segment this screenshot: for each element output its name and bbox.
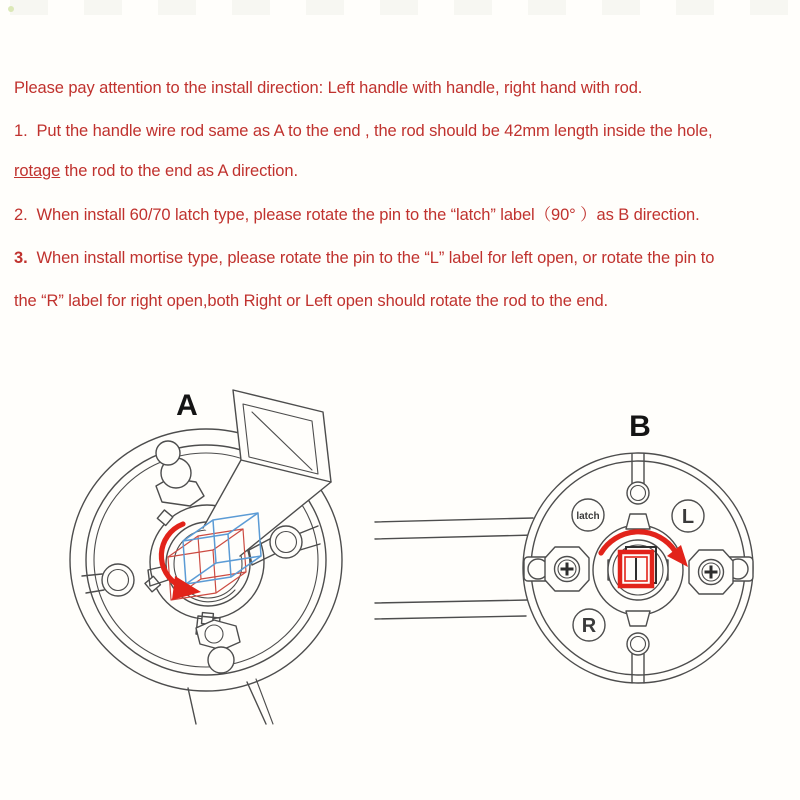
instruction-step1-line2 [14,160,792,182]
diagram-b-label: B [629,410,651,443]
instruction-step1-line1: 1. Put the handle wire rod same as A to the end , the rod should be 42mm length inside the hole, [14,122,713,140]
instruction-step2: 2. When install 60/70 latch type, please rotate the pin to the “latch” label（90° ）as B direction. [14,206,700,224]
instruction-intro: Please pay attention to the install direction: Left handle with handle, right hand with rod. [14,79,643,97]
left-open-label: L [681,506,695,528]
diagram-a-rose-with-spindle [40,360,380,800]
watermark-strip [10,0,790,15]
rotation-arrow-a-icon [161,524,201,600]
rod-bottom [188,679,273,724]
lever-rod-left [375,518,534,619]
instruction-step3-line1 [14,247,792,269]
step1-line2-rest: the rod to the end as A direction. [60,162,298,180]
step3-line1-rest: When install mortise type, please rotate the pin to the “L” label for left open, or rotate the pin to [27,249,715,267]
diagram-b-backplate [370,400,790,700]
step3-number: 3. [14,249,28,267]
underlined-word: rotage [14,162,61,180]
right-open-label: R [581,615,597,637]
screw-lug-bottom [196,620,240,673]
watermark-dot [8,6,14,12]
spindle-tube [203,390,331,556]
instruction-step3-line2: the “R” label for right open,both Right or Left open should rotate the rod to the end. [14,292,609,310]
screw-lug-right [270,526,320,558]
screw-lug-top [156,441,204,506]
diagram-a-label: A [176,389,198,422]
latch-label: latch [576,511,600,522]
